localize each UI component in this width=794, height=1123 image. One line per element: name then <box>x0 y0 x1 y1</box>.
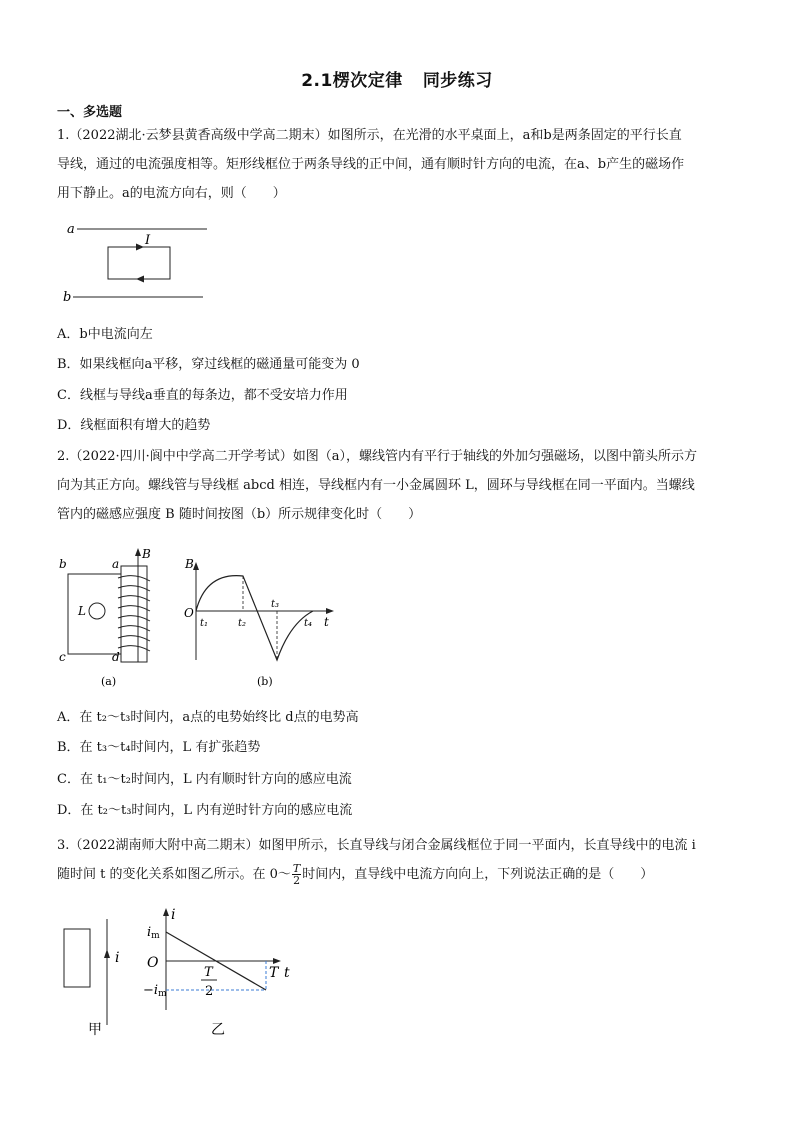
arrow-bottom <box>136 276 144 283</box>
q2-line3: 管内的磁感应强度 B 随时间按图（b）所示规律变化时（ ） <box>57 507 422 522</box>
loop-frame <box>64 929 90 987</box>
fig-b-label-t2: t₂ <box>238 618 247 629</box>
q2-figure-a <box>58 548 178 688</box>
q3-frac-num: T <box>292 862 301 875</box>
yi-label-O: O <box>147 955 159 971</box>
q2-option-d: D．在 t₂～t₃时间内，L 内有逆时针方向的感应电流 <box>57 803 353 818</box>
yi-label-T2-num: T <box>204 965 213 980</box>
question-2-stem <box>57 442 741 529</box>
q1-line2: 导线，通过的电流强度相等。矩形线框位于两条导线的正中间，通有顺时针方向的电流，在a、b产生的磁场作 <box>57 157 685 172</box>
current-arrow <box>104 949 110 958</box>
frame-wire <box>68 574 121 654</box>
q2-option-c: C．在 t₁～t₂时间内，L 内有顺时针方向的感应电流 <box>57 772 352 787</box>
q1-option-d: D．线框面积有增大的趋势 <box>57 418 211 433</box>
field-arrow-head <box>135 548 141 556</box>
jia-label-i: i <box>115 950 120 966</box>
q3-fraction <box>292 863 301 886</box>
fig-b-caption: (b) <box>257 675 273 688</box>
fig-b-label-B: B <box>185 557 194 571</box>
q1-option-a: A．b中电流向左 <box>57 327 153 342</box>
fig-a-label-B: B <box>142 547 151 561</box>
fig-a-label-c: c <box>59 650 66 664</box>
q1-option-c: C．线框与导线a垂直的每条边，都不受安培力作用 <box>57 388 348 403</box>
fig-b-label-t4: t₄ <box>304 618 313 629</box>
page-title <box>0 66 794 91</box>
q1-label-I: I <box>145 233 151 248</box>
q3-figure-yi <box>144 905 304 1040</box>
yi-label-T: T <box>269 965 279 981</box>
q2-line1: 2.（2022·四川·阆中中学高二开学考试）如图（a），螺线管内有平行于轴线的外加匀强磁场，以图中箭头所示方 <box>57 449 698 464</box>
b-curve <box>196 576 313 660</box>
q1-label-a: a <box>67 222 75 237</box>
fig-a-label-b: b <box>59 557 67 571</box>
fig-a-label-d: d <box>112 650 120 664</box>
q3-figure-jia <box>58 905 148 1040</box>
fig-b-label-O: O <box>184 606 194 620</box>
q1-label-b: b <box>63 290 72 305</box>
yi-caption: 乙 <box>211 1022 225 1038</box>
yi-label-t: t <box>284 965 290 981</box>
yi-label-i: i <box>171 907 176 923</box>
q1-line1: 1.（2022湖北·云梦县黄香高级中学高二期末）如图所示，在光滑的水平桌面上，a和b是两条固定的平行长直 <box>57 128 682 143</box>
fig-a-label-L: L <box>78 604 86 618</box>
title-sub: 同步练习 <box>422 71 493 91</box>
q1-option-b: B．如果线框向a平移，穿过线框的磁通量可能变为 0 <box>57 357 360 372</box>
ring-L <box>89 603 105 619</box>
section-heading: 一、多选题 <box>57 105 123 120</box>
q3-frac-den: 2 <box>293 874 301 887</box>
q1-figure <box>60 220 220 310</box>
yi-label-im: im <box>147 925 160 941</box>
q3-line2 <box>57 860 741 889</box>
fig-b-label-t3: t₃ <box>271 599 280 610</box>
q2-figure-b <box>182 548 342 688</box>
title-main: 2.1楞次定律 <box>301 71 403 91</box>
jia-caption: 甲 <box>88 1022 102 1038</box>
coil-windings <box>118 576 150 651</box>
fig-a-caption: (a) <box>101 675 117 688</box>
fig-a-label-a: a <box>112 557 120 571</box>
fig-b-label-t: t <box>324 615 329 629</box>
rect-frame <box>108 247 170 279</box>
q2-option-a: A．在 t₂～t₃时间内，a点的电势始终比 d点的电势高 <box>57 710 359 725</box>
q3-line1: 3.（2022湖南师大附中高二期末）如图甲所示，长直导线与闭合金属线框位于同一平面内，长直导线中的电流 i <box>57 838 696 853</box>
q2-line2: 向为其正方向。螺线管与导线框 abcd 相连，导线框内有一小金属圆环 L，圆环与导线框在同一平面内。当螺线 <box>57 478 695 493</box>
q3-line2-part1: 随时间 t 的变化关系如图乙所示。在 0～ <box>57 867 291 882</box>
q3-line2-part2: 时间内，直导线中电流方向向上，下列说法正确的是（ ） <box>302 867 654 882</box>
q2-option-b: B．在 t₃～t₄时间内，L 有扩张趋势 <box>57 740 261 755</box>
question-1-stem <box>57 121 741 208</box>
question-3-stem <box>57 831 741 889</box>
fig-b-label-t1: t₁ <box>200 618 209 629</box>
yi-label-neg-im: −im <box>143 983 167 999</box>
yi-label-T2-den: 2 <box>205 984 214 999</box>
q1-line3: 用下静止。a的电流方向右，则（ ） <box>57 186 286 201</box>
arrow-top <box>136 244 144 251</box>
